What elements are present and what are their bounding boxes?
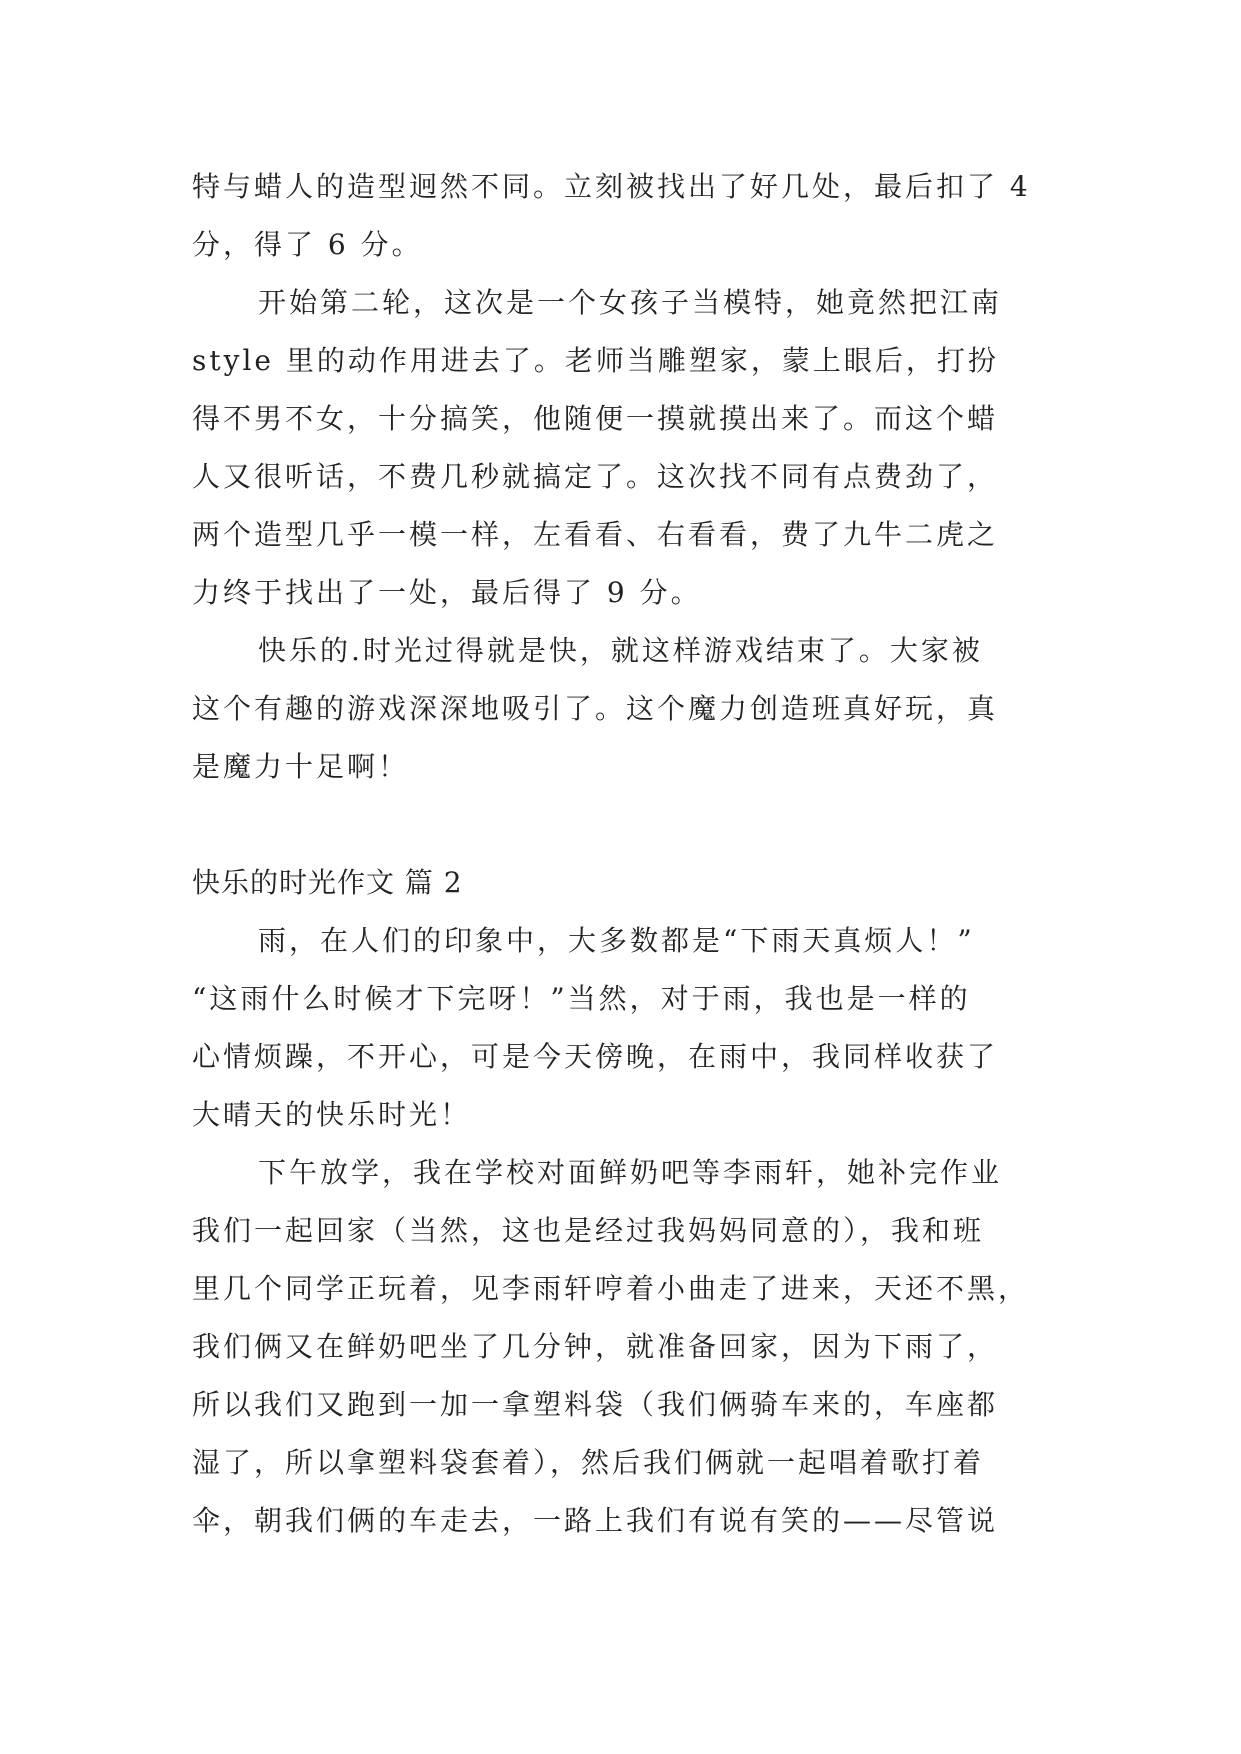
document-page	[192, 158, 1054, 1550]
text-line: 分，得了 6 分。	[192, 228, 423, 261]
text-line: 快乐的.时光过得就是快，就这样游戏结束了。大家被	[258, 634, 983, 667]
text-line: 得不男不女，十分搞笑，他随便一摸就摸出来了。而这个蜡	[192, 402, 999, 435]
text-line: 我们一起回家（当然，这也是经过我妈妈同意的），我和班	[192, 1214, 985, 1247]
text-line: 力终于找出了一处，最后得了 9 分。	[192, 576, 702, 609]
text-line: 雨，在人们的印象中，大多数都是“下雨天真烦人！”	[258, 924, 975, 957]
section-heading: 快乐的时光作文 篇 2	[192, 866, 463, 899]
paragraph	[192, 912, 1054, 1144]
paragraph	[192, 158, 1054, 274]
section-gap	[192, 796, 1054, 854]
text-line: 心情烦躁，不开心，可是今天傍晚，在雨中，我同样收获了	[192, 1040, 999, 1073]
text-line: 是魔力十足啊！	[192, 750, 410, 783]
text-line: 所以我们又跑到一加一拿塑料袋（我们俩骑车来的，车座都	[192, 1388, 999, 1421]
text-line: style 里的动作用进去了。老师当雕塑家，蒙上眼后，打扮	[192, 344, 999, 377]
text-line: “这雨什么时候才下完呀！”当然，对于雨，我也是一样的	[192, 982, 971, 1015]
text-line: 伞，朝我们俩的车走去，一路上我们有说有笑的——尽管说	[192, 1504, 999, 1537]
text-line: 下午放学，我在学校对面鲜奶吧等李雨轩，她补完作业	[258, 1156, 1003, 1189]
text-line: 我们俩又在鲜奶吧坐了几分钟，就准备回家，因为下雨了，	[192, 1330, 999, 1363]
paragraph	[192, 1144, 1054, 1550]
paragraph	[192, 274, 1054, 622]
text-line: 两个造型几乎一模一样，左看看、右看看，费了九牛二虎之	[192, 518, 999, 551]
text-line: 人又很听话，不费几秒就搞定了。这次找不同有点费劲了，	[192, 460, 999, 493]
text-line: 特与蜡人的造型迥然不同。立刻被找出了好几处，最后扣了 4	[192, 170, 1031, 203]
text-line: 里几个同学正玩着，见李雨轩哼着小曲走了进来，天还不黑，	[192, 1272, 1030, 1305]
text-line: 这个有趣的游戏深深地吸引了。这个魔力创造班真好玩，真	[192, 692, 999, 725]
text-line: 湿了，所以拿塑料袋套着），然后我们俩就一起唱着歌打着	[192, 1446, 985, 1479]
text-line: 大晴天的快乐时光！	[192, 1098, 472, 1131]
paragraph	[192, 622, 1054, 796]
text-line: 开始第二轮，这次是一个女孩子当模特，她竟然把江南	[258, 286, 1003, 319]
